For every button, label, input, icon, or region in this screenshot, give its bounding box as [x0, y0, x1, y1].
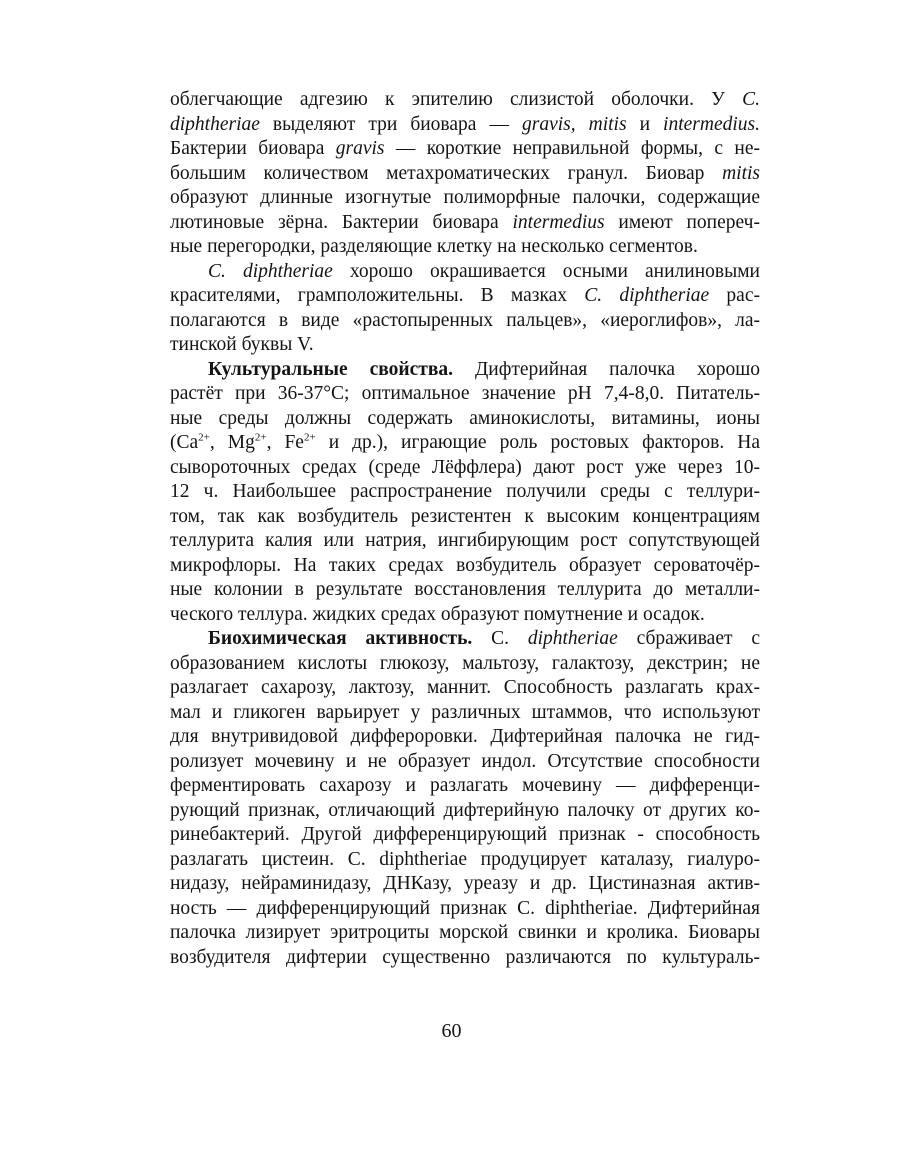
text-segment: разлагает сахарозу, лактозу, маннит. Способность разлагать крах- [170, 677, 760, 698]
text-segment: ность — дифференцирующий признак C. diphtheriae. Дифтерийная [170, 897, 760, 919]
text-segment: Бактерии биовара [170, 138, 336, 159]
text-line [170, 676, 760, 701]
text-segment: большим количеством метахроматических гранул. Биовар [170, 162, 723, 184]
text-segment: лютиновые зёрна. Бактерии биовара [170, 211, 513, 233]
text-line [170, 333, 760, 358]
text-segment: облегчающие адгезию к эпителию слизистой оболочки. У [170, 89, 743, 110]
text-line [170, 113, 760, 138]
text-line [170, 603, 760, 628]
text-line [170, 88, 760, 113]
text-segment: ферментировать сахарозу и разлагать мочевину — дифференци- [170, 775, 760, 796]
text-line [170, 799, 760, 824]
text-segment: том, так как возбудитель резистентен к высоким концентрациям [170, 505, 760, 527]
text-segment: разлагать цистеин. C. diphtheriae продуцирует каталазу, гиалуро- [170, 848, 760, 870]
text-line [170, 260, 760, 285]
text-segment: тинской буквы V. [170, 334, 314, 355]
text-line [170, 652, 760, 677]
bold-heading: Биохимическая активность. [208, 628, 473, 649]
text-segment: мал и гликоген варьирует у различных штаммов, что используют [170, 701, 760, 723]
text-line [170, 480, 760, 505]
text-segment: растёт при 36-37°C; оптимальное значение pH 7,4-8,0. Питатель- [170, 383, 760, 404]
text-line [170, 235, 760, 260]
italic-term: gravis, mitis [521, 113, 627, 135]
text-segment: выделяют три биовара — [259, 113, 522, 135]
italic-term: diphtheriae [170, 113, 260, 135]
text-line [170, 872, 760, 897]
italic-term: mitis [722, 162, 760, 184]
body-text [170, 88, 760, 970]
text-segment: для внутривидовой диффероровки. Дифтерийная палочка не гид- [170, 726, 760, 747]
text-line [170, 774, 760, 799]
bold-heading: Культуральные свойства. [208, 358, 454, 380]
text-line [170, 309, 760, 334]
text-line [170, 186, 760, 211]
text-segment: — короткие неправильной формы, с не- [384, 138, 760, 159]
superscript: 2+ [198, 431, 210, 444]
text-segment: образованием кислоты глюкозу, мальтозу, галактозу, декстрин; не [170, 652, 760, 674]
superscript: 2+ [254, 431, 267, 444]
text-segment: C. [472, 628, 528, 649]
page-number: 60 [441, 1020, 462, 1042]
text-line [170, 725, 760, 750]
text-segment: ные перегородки, разделяющие клетку на несколько сегментов. [170, 236, 698, 257]
text-segment: красителями, грамположительны. В мазках [170, 285, 585, 306]
text-line [170, 358, 760, 383]
italic-term: gravis [335, 138, 385, 159]
text-segment: рующий признак, отличающий дифтерийную палочку от других ко- [170, 799, 760, 821]
text-segment: , Fe [266, 432, 304, 453]
text-line [170, 407, 760, 432]
text-line [170, 382, 760, 407]
italic-term: diphtheriae [527, 628, 618, 649]
text-segment: полагаются в виде «растопыренных пальцев», «иероглифов», ла- [170, 309, 760, 331]
text-segment: возбудителя дифтерии существенно различаются по культураль- [170, 946, 760, 968]
text-segment: сывороточных средах (среде Лёффлера) дают рост уже через 10- [170, 456, 760, 478]
text-segment: ческого теллура. жидких средах образуют помутнение и осадок. [170, 603, 705, 625]
text-line [170, 701, 760, 726]
text-segment: имеют попереч- [604, 211, 760, 233]
text-segment: образуют длинные изогнутые полиморфные палочки, содержащие [170, 187, 760, 208]
italic-term: intermedius. [663, 113, 760, 135]
text-line [170, 750, 760, 775]
text-segment: хорошо окрашивается осными анилиновыми [332, 260, 760, 282]
text-line [170, 505, 760, 530]
text-segment: 12 ч. Наибольшее распространение получили среды с теллури- [170, 481, 760, 502]
text-segment: ринебактерий. Другой дифференцирующий признак - способность [170, 824, 760, 845]
text-line [170, 211, 760, 236]
text-segment: теллурита калия или натрия, ингибирующим рост сопутствующей [170, 530, 760, 551]
text-segment: (Ca [170, 432, 199, 453]
text-segment: ные колонии в результате восстановления теллурита до металли- [170, 579, 760, 600]
text-line [170, 529, 760, 554]
text-line [170, 848, 760, 873]
superscript: 2+ [303, 431, 316, 444]
text-segment: рас- [709, 285, 760, 306]
text-line [170, 627, 760, 652]
text-line [170, 897, 760, 922]
text-line [170, 162, 760, 187]
text-line [170, 578, 760, 603]
paragraph-cultural [170, 358, 760, 628]
text-segment: Дифтерийная палочка хорошо [453, 358, 760, 380]
text-segment: микрофлоры. На таких средах возбудитель образует сероваточёр- [170, 554, 760, 576]
text-line [170, 823, 760, 848]
text-line [170, 431, 760, 456]
text-line [170, 946, 760, 971]
italic-term: C. diphtheriae [584, 285, 710, 306]
text-segment: ролизует мочевину и не образует индол. Отсутствие способности [170, 750, 760, 772]
text-segment: палочка лизирует эритроциты морской свинки и кролика. Биовары [170, 922, 760, 943]
text-segment: ные среды должны содержать аминокислоты, витамины, ионы [170, 407, 760, 429]
italic-term: C. diphtheriae [208, 260, 333, 282]
paragraph-biochemical [170, 627, 760, 970]
paragraph-biovars [170, 88, 760, 260]
text-line [170, 456, 760, 481]
text-segment: , Mg [209, 432, 255, 453]
italic-term: intermedius [512, 211, 605, 233]
text-line [170, 284, 760, 309]
text-line [170, 137, 760, 162]
text-segment: и [626, 113, 664, 135]
text-segment: сбраживает с [617, 628, 760, 649]
text-segment: нидазу, нейраминидазу, ДНКазу, уреазу и др. Цистиназная актив- [170, 873, 760, 894]
paragraph-staining [170, 260, 760, 358]
text-line [170, 921, 760, 946]
text-line [170, 554, 760, 579]
italic-term: C. [742, 89, 760, 110]
text-segment: и др.), играющие роль ростовых факторов. На [315, 432, 761, 453]
